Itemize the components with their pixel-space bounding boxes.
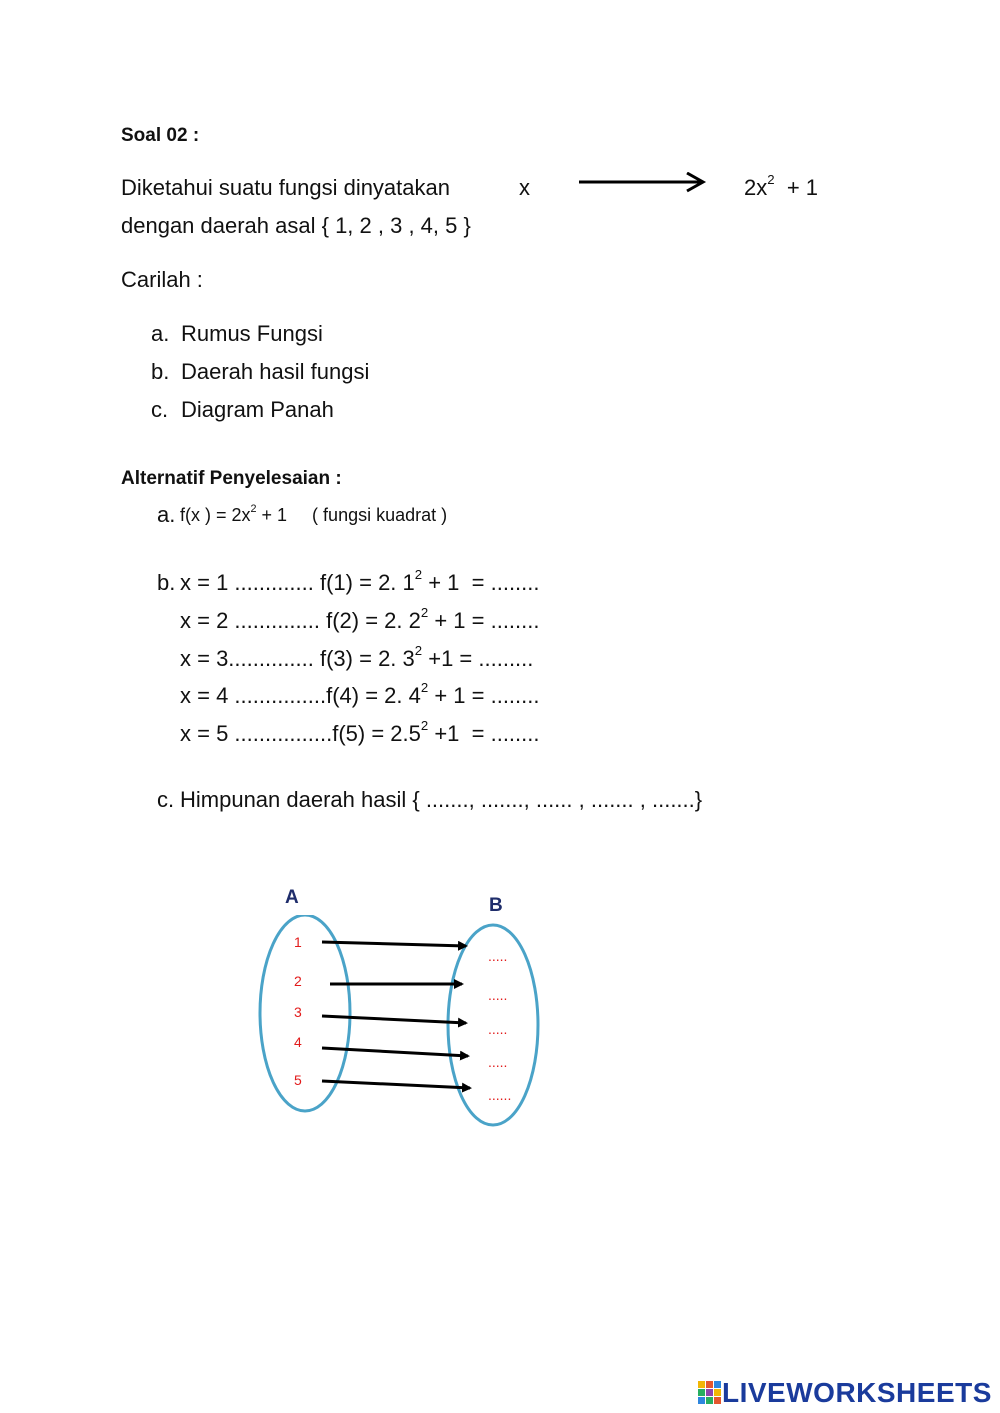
mapping-arrow-1 [322,942,466,946]
problem-line-1: Diketahui suatu fungsi dinyatakan [121,175,450,200]
problem-ask: Carilah : [121,267,203,292]
row-pre: x = 2 .............. f(2) = 2. 2 [180,608,421,633]
range-blank-3[interactable]: ..... [488,1021,508,1037]
solution-b-marker: b. [157,570,176,595]
range-blank-2[interactable]: ..... [488,987,508,1003]
solution-b-row-1 [180,567,540,596]
row-exp: 2 [414,567,423,583]
range-blank-1[interactable]: ..... [488,948,508,964]
question-heading: Soal 02 : [121,125,200,146]
row-pre: x = 4 ...............f(4) = 2. 4 [180,683,421,708]
solution-c-marker: c. [157,787,175,812]
result-constant: + 1 [786,175,819,200]
set-b-label: B [489,895,503,916]
problem-item-c-marker: c. [151,397,169,422]
row-pre: x = 1 ............. f(1) = 2. 1 [180,570,415,595]
row-pre: x = 5 ................f(5) = 2.5 [180,721,421,746]
range-blank-5[interactable]: ...... [488,1087,512,1103]
problem-line-2: dengan daerah asal { 1, 2 , 3 , 4, 5 } [121,213,471,238]
domain-value-2: 2 [294,973,302,989]
solution-b-row-2 [180,605,540,634]
solution-a-exp: 2 [250,502,257,515]
domain-value-5: 5 [294,1072,302,1088]
mapping-arrow-4 [322,1048,468,1056]
row-post: +1 = ........ [428,721,540,746]
row-exp: 2 [414,643,423,659]
result-base: 2x [744,175,768,200]
domain-value-3: 3 [294,1004,302,1020]
liveworksheets-logo[interactable] [698,1378,992,1408]
mapping-arrow-3 [322,1016,466,1023]
problem-item-b: Daerah hasil fungsi [181,359,370,384]
solution-a-formula [180,502,448,526]
solution-a-post: + 1 ( fungsi kuadrat ) [256,505,448,525]
liveworksheets-logo-text: LIVEWORKSHEETS [722,1377,992,1408]
result-exponent: 2 [767,172,775,188]
problem-function-result [744,172,819,201]
solution-b-row-4 [180,680,540,709]
solution-b-row-3 [180,643,534,672]
row-post: + 1 = ........ [428,608,540,633]
solution-heading: Alternatif Penyelesaian : [121,468,342,489]
problem-item-a-marker: a. [151,321,170,346]
row-post: + 1 = ........ [422,570,540,595]
liveworksheets-logo-icon [698,1381,722,1405]
problem-variable-x: x [519,175,530,200]
problem-item-a: Rumus Fungsi [181,321,323,346]
row-exp: 2 [420,605,429,621]
domain-value-1: 1 [294,934,302,950]
solution-a-marker: a. [157,502,176,527]
set-a-label: A [285,887,299,908]
problem-item-b-marker: b. [151,359,170,384]
mapping-arrow-5 [322,1081,470,1088]
mapping-arrow-icon [575,172,710,194]
row-exp: 2 [420,680,429,696]
problem-item-c: Diagram Panah [181,397,334,422]
solution-a-pre: f(x ) = 2x [180,505,251,525]
range-blank-4[interactable]: ..... [488,1054,508,1070]
row-pre: x = 3.............. f(3) = 2. 3 [180,646,415,671]
domain-value-4: 4 [294,1034,302,1050]
solution-c-text: Himpunan daerah hasil { ......., ......., ...... , ....... , .......} [180,787,703,812]
row-exp: 2 [420,718,429,734]
row-post: +1 = ......... [422,646,534,671]
solution-b-row-5 [180,718,540,747]
row-post: + 1 = ........ [428,683,540,708]
